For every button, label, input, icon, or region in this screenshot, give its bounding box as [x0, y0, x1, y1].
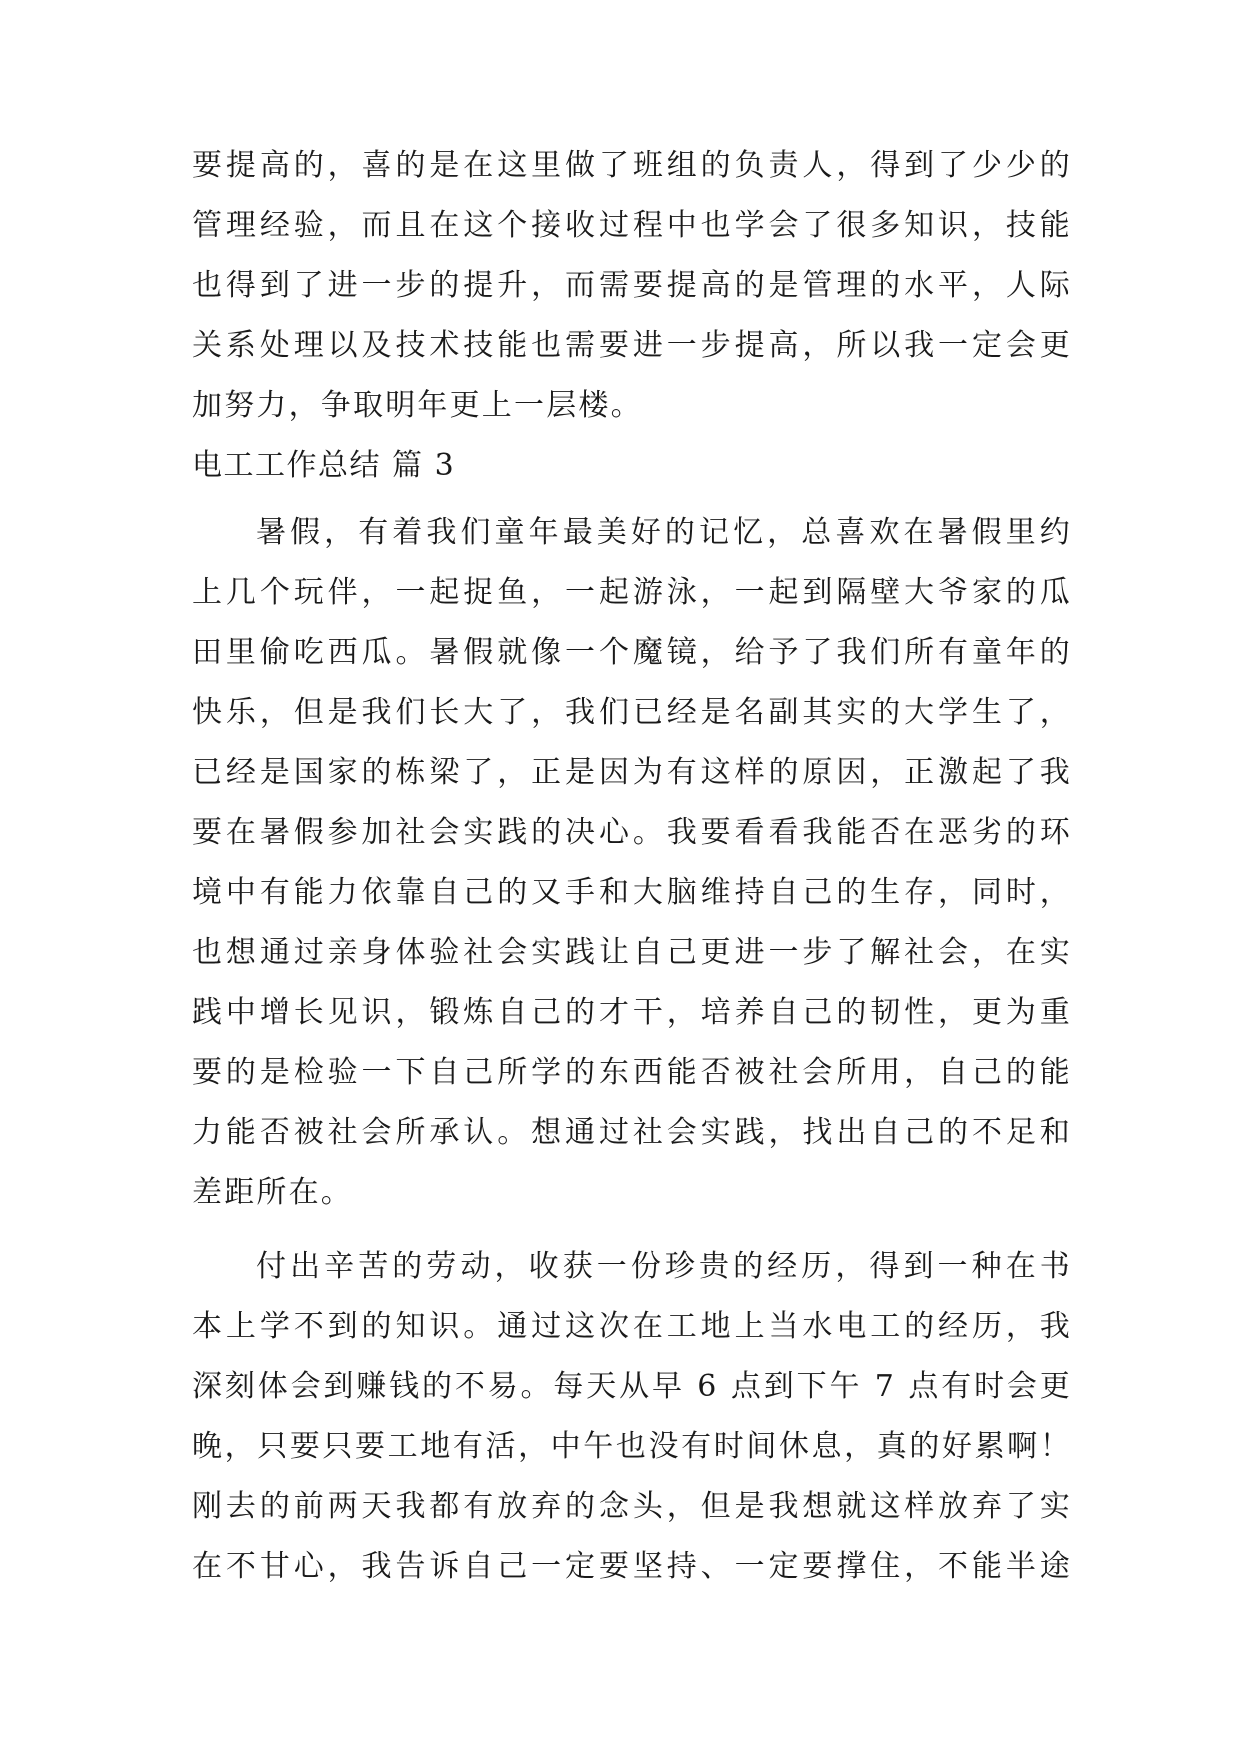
- paragraph-1-line-10: 要的是检验一下自己所学的东西能否被社会所用，自己的能: [192, 1055, 1072, 1090]
- intro-line-2: 管理经验，而且在这个接收过程中也学会了很多知识，技能: [192, 208, 1072, 243]
- intro-line-4: 关系处理以及技术技能也需要进一步提高，所以我一定会更: [192, 328, 1072, 363]
- paragraph-1-line-11: 力能否被社会所承认。想通过社会实践，找出自己的不足和: [192, 1115, 1072, 1150]
- paragraph-1-line-7: 境中有能力依靠自己的又手和大脑维持自己的生存，同时，: [192, 875, 1072, 910]
- paragraph-1-line-6: 要在暑假参加社会实践的决心。我要看看我能否在恶劣的环: [192, 815, 1072, 850]
- paragraph-2-line-5: 刚去的前两天我都有放弃的念头，但是我想就这样放弃了实: [192, 1489, 1072, 1524]
- intro-line-1: 要提高的，喜的是在这里做了班组的负责人，得到了少少的: [192, 148, 1072, 183]
- intro-line-3: 也得到了进一步的提升，而需要提高的是管理的水平，人际: [192, 268, 1072, 303]
- paragraph-2-line-4: 晚，只要只要工地有活，中午也没有时间休息，真的好累啊！: [192, 1429, 1072, 1464]
- paragraph-1-line-8: 也想通过亲身体验社会实践让自己更进一步了解社会，在实: [192, 935, 1072, 970]
- paragraph-1-line-1: 暑假，有着我们童年最美好的记忆，总喜欢在暑假里约: [256, 515, 1072, 550]
- paragraph-2-line-6: 在不甘心，我告诉自己一定要坚持、一定要撑住，不能半途: [192, 1549, 1072, 1584]
- intro-line-5: 加努力，争取明年更上一层楼。: [192, 388, 643, 423]
- paragraph-1-line-5: 已经是国家的栋梁了，正是因为有这样的原因，正激起了我: [192, 755, 1072, 790]
- paragraph-2-line-2: 本上学不到的知识。通过这次在工地上当水电工的经历，我: [192, 1309, 1072, 1344]
- paragraph-1-line-4: 快乐，但是我们长大了，我们已经是名副其实的大学生了，: [192, 695, 1072, 730]
- paragraph-1-line-3: 田里偷吃西瓜。暑假就像一个魔镜，给予了我们所有童年的: [192, 635, 1072, 670]
- paragraph-1-line-2: 上几个玩伴，一起捉鱼，一起游泳，一起到隔壁大爷家的瓜: [192, 575, 1072, 610]
- section-title: 电工工作总结 篇 3: [192, 448, 456, 483]
- paragraph-1-line-12: 差距所在。: [192, 1175, 353, 1210]
- paragraph-1-line-9: 践中增长见识，锻炼自己的才干，培养自己的韧性，更为重: [192, 995, 1072, 1030]
- paragraph-2-line-3: 深刻体会到赚钱的不易。每天从早 6 点到下午 7 点有时会更: [192, 1369, 1072, 1404]
- paragraph-2-line-1: 付出辛苦的劳动，收获一份珍贵的经历，得到一种在书: [256, 1249, 1072, 1284]
